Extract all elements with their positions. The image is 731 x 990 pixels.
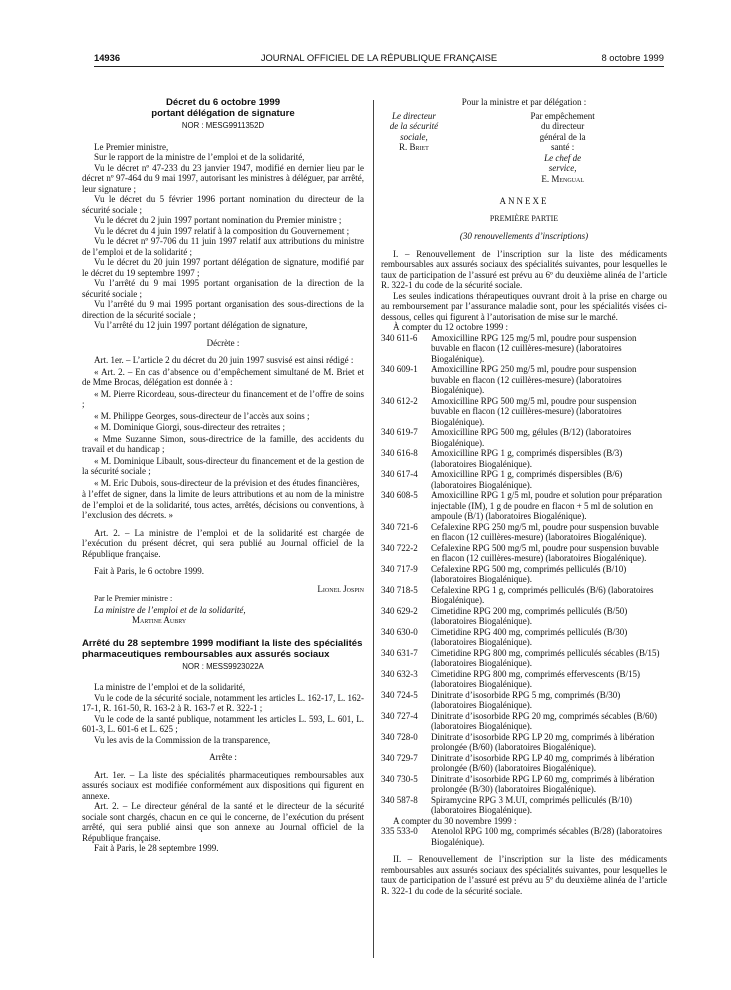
- decret-line: Vu l’arrêté du 12 juin 1997 portant délégation de signature,: [94, 320, 308, 330]
- intro-2: Les seules indications thérapeutiques ouvrant droit à la prise en charge ou au remboursement par l’assurance maladie sont, pour les spécialités visées ci-dessous, celles qui figurent à l’autorisation de mise sur le marché.: [381, 290, 667, 322]
- item-code: 340 728-0: [381, 731, 418, 742]
- list-item: [381, 564, 667, 585]
- sig-right-1: Par empêchement: [530, 110, 595, 121]
- sig-left-2: de la sécurité sociale,: [389, 121, 439, 142]
- renouv-label: (30 renouvellements d’inscriptions): [459, 231, 589, 241]
- arrete-fait: Fait à Paris, le 28 septembre 1999.: [94, 843, 219, 853]
- item-text: Dinitrate d’isosorbide RPG LP 60 mg, comprimés à libération prolongée (B/30) (laboratoires Biogalénique).: [431, 773, 655, 794]
- item-text: Cefalexine RPG 1 g, comprimés pelliculés (B/6) (laboratoires Biogalénique).: [431, 584, 654, 605]
- decret-line: Vu le décret du 5 février 1996 portant nomination du directeur de la sécurité sociale ;: [82, 194, 364, 215]
- item-code: 335 533-0: [381, 826, 418, 836]
- list-item: [381, 826, 667, 847]
- list-item: [381, 606, 667, 627]
- item-text: Spiramycine RPG 3 M.UI, comprimés pelliculés (B/10) (laboratoires Biogalénique).: [431, 794, 632, 815]
- decret-line: Sur le rapport de la ministre de l’emploi et de la solidarité,: [94, 152, 305, 162]
- decret-line: Vu le décret nº 97-706 du 11 juin 1997 relatif aux attributions du ministre de l’emploi et de la solidarité ;: [82, 236, 364, 257]
- item-text: Dinitrate d’isosorbide RPG LP 20 mg, comprimés à libération prolongée (B/60) (laboratoires Biogalénique).: [431, 731, 655, 752]
- decret-line: Vu l’arrêté du 9 mai 1995 portant organisation des sous-directions de la direction de la sécurité sociale ;: [82, 299, 364, 320]
- decret-art1-line: « M. Pierre Ricordeau, sous-directeur du financement et de l’offre de soins ;: [82, 388, 364, 409]
- column-divider: [373, 100, 374, 958]
- item-text: Cefalexine RPG 250 mg/5 ml, poudre pour suspension buvable en flacon (12 cuillères-mesure) (laboratoires Biogalénique).: [431, 521, 659, 542]
- arrete-line: Vu le code de la santé publique, notamment les articles L. 593, L. 601, L. 601-3, L. 601-6 et L. 625 ;: [82, 713, 364, 734]
- item-text: Amoxicilline RPG 500 mg, gélules (B/12) (laboratoires Biogalénique).: [431, 427, 632, 448]
- list-item: [381, 427, 667, 448]
- item-code: 340 717-9: [381, 563, 418, 574]
- list-item: [381, 627, 667, 648]
- decret-art1: Art. 1er. – L’article 2 du décret du 20 juin 1997 susvisé est ainsi rédigé :: [94, 355, 354, 365]
- list-item: [381, 648, 667, 669]
- item-code: 340 721-6: [381, 521, 418, 532]
- signature-block: [381, 111, 667, 185]
- arrete-line: Vu les avis de la Commission de la transparence,: [94, 734, 271, 745]
- decret-signer: Lionel Jospin: [317, 583, 364, 594]
- item-text: Amoxicilline RPG 1 g, comprimés dispersibles (B/3) (laboratoires Biogalénique).: [431, 448, 623, 469]
- item-text: Cimetidine RPG 800 mg, comprimés effervescents (B/15) (laboratoires Biogalénique).: [431, 668, 641, 689]
- intro-II: II. – Renouvellement de l’inscription sur la liste des médicaments remboursables aux assurés sociaux des spécialités suivantes, pour lesquelles le taux de participation de l’assuré est prévu au 5º du deuxième alinéa de l’article R. 322-1 du code de la sécurité sociale.: [381, 854, 667, 896]
- list-item: [381, 333, 667, 365]
- decret-par: Par le Premier ministre :: [94, 594, 173, 603]
- header-rule: [94, 66, 664, 67]
- item-code: 340 587-8: [381, 794, 418, 805]
- decret-art1-line: « Mme Suzanne Simon, sous-directrice de la famille, des accidents du travail et du handicap ;: [82, 433, 364, 454]
- decret-art1-line: « Art. 2. – En cas d’absence ou d’empêchement simultané de M. Briet et de Mme Brocas, délégation est donnée à :: [82, 366, 364, 387]
- arrete-line: Vu le code de la sécurité sociale, notamment les articles L. 162-17, L. 162-17-1, R. 161-50, R. 163-2 à R. 163-7 et R. 322-1 ;: [82, 692, 364, 713]
- delegation-line: Pour la ministre et par délégation :: [461, 97, 587, 107]
- sig-left-1: Le directeur: [391, 110, 436, 121]
- decret-fait: Fait à Paris, le 6 octobre 1999.: [94, 566, 204, 576]
- list-item: [381, 711, 667, 732]
- decret-ministre: La ministre de l’emploi et de la solidarité,: [94, 604, 246, 615]
- list-item: [381, 774, 667, 795]
- item-text: Dinitrate d’isosorbide RPG LP 40 mg, comprimés à libération prolongée (B/60) (laboratoires Biogalénique).: [431, 752, 655, 773]
- item-code: 340 730-5: [381, 773, 418, 784]
- annexe-title: ANNEXE: [499, 196, 549, 206]
- item-text: Atenolol RPG 100 mg, comprimés sécables (B/28) (laboratoires Biogalénique).: [431, 826, 662, 847]
- item-code: 340 609-1: [381, 364, 418, 374]
- list-item: [381, 690, 667, 711]
- arrete-label: Arrête :: [209, 752, 237, 762]
- decrete-label: Décrète :: [206, 337, 240, 348]
- item-code: 340 608-5: [381, 490, 418, 500]
- decret-line: Vu le décret du 2 juin 1997 portant nomination du Premier ministre ;: [94, 215, 342, 225]
- item-code: 340 619-7: [381, 427, 418, 437]
- left-column: [82, 97, 364, 854]
- item-text: Cimetidine RPG 800 mg, comprimés pelliculés sécables (B/15) (laboratoires Biogalénique).: [431, 647, 660, 668]
- decret-nor: NOR : MESG9911352D: [181, 121, 265, 130]
- item-text: Amoxicilline RPG 1 g/5 ml, poudre et solution pour préparation injectable (IM), 1 g de poudre en flacon + 5 ml de solution en ampoule (B/1) (laboratoires Biogalénique).: [431, 490, 662, 521]
- sig-left-3: R. Briet: [399, 142, 429, 152]
- decret-art1-line: « M. Eric Dubois, sous-directeur de la prévision et des études financières,: [94, 477, 360, 488]
- item-code: 340 616-8: [381, 448, 418, 458]
- arrete-art2: Art. 2. – Le directeur général de la santé et le directeur de la sécurité sociale sont chargés, chacun en ce qui le concerne, de l’exécution du présent arrêté, qui sera publié ainsi que son annexe au Journal officiel de la République française.: [82, 801, 364, 843]
- item-text: Amoxicilline RPG 125 mg/5 ml, poudre pour suspension buvable en flacon (12 cuillères-mesure) (laboratoires Biogalénique).: [431, 332, 637, 364]
- decret-art2: Art. 2. – La ministre de l’emploi et de la solidarité est chargée de l’exécution du présent décret, qui sera publié au Journal officiel de la République française.: [82, 527, 364, 559]
- item-code: 340 729-7: [381, 752, 418, 763]
- decret-art1-line: « M. Philippe Georges, sous-directeur de l’accès aux soins ;: [94, 410, 310, 421]
- compter-1: À compter du 12 octobre 1999 :: [393, 322, 508, 332]
- item-code: 340 629-2: [381, 605, 418, 616]
- list-item: [381, 490, 667, 522]
- decret-art1-line: « M. Dominique Giorgi, sous-directeur des retraites ;: [94, 422, 286, 432]
- item-text: Cimetidine RPG 400 mg, comprimés pelliculés (B/30) (laboratoires Biogalénique).: [431, 626, 628, 647]
- list-item: [381, 396, 667, 428]
- item-code: 340 724-5: [381, 689, 418, 700]
- arrete-title: Arrêté du 28 septembre 1999 modifiant la liste des spécialités pharmaceutiques remboursables aux assurés sociaux: [82, 637, 363, 660]
- decret-subtitle: portant délégation de signature: [151, 108, 295, 119]
- decret-line: Vu l’arrêté du 9 mai 1995 portant organisation de la direction de la sécurité sociale ;: [82, 278, 364, 299]
- sig-right-4: E. Mengual: [541, 173, 584, 184]
- list-item: [381, 469, 667, 490]
- item-code: 340 630-0: [381, 626, 418, 637]
- item-code: 340 617-4: [381, 469, 418, 479]
- item-code: 340 722-2: [381, 542, 418, 553]
- item-text: Dinitrate d’isosorbide RPG 5 mg, comprimés (B/30) (laboratoires Biogalénique).: [431, 689, 621, 710]
- item-text: Amoxicilline RPG 250 mg/5 ml, poudre pour suspension buvable en flacon (12 cuillères-mesure) (laboratoires Biogalénique).: [431, 364, 637, 395]
- right-column: [381, 97, 667, 896]
- issue-date: 8 octobre 1999: [601, 52, 664, 63]
- decret-art1-end: à l’effet de signer, dans la limite de leurs attributions et au nom de la ministre de l’emploi et de la solidarité, tous actes, arrêtés, décisions ou conventions, à l’exclusion des décrets. »: [82, 489, 364, 520]
- decret-title: Décret du 6 octobre 1999: [165, 97, 281, 108]
- list-item: [381, 585, 667, 606]
- decret-line: Vu le décret du 20 juin 1997 portant délégation de signature, modifié par le décret du 19 septembre 1997 ;: [82, 257, 364, 278]
- item-text: Amoxicilline RPG 1 g, comprimés dispersibles (B/6) (laboratoires Biogalénique).: [431, 469, 623, 490]
- decret-line: Vu le décret nº 47-233 du 23 janvier 1947, modifié en dernier lieu par le décret nº 97-464 du 9 mai 1997, autorisant les ministres à déléguer, par arrêté, leur signature ;: [82, 162, 364, 194]
- decret-art1-line: « M. Dominique Libault, sous-directeur du financement et de la gestion de la sécurité sociale ;: [82, 455, 364, 476]
- list-item: [381, 753, 667, 774]
- page-number: 14936: [94, 52, 121, 63]
- item-code: 340 632-3: [381, 668, 418, 679]
- list-item: [381, 364, 667, 396]
- item-text: Cefalexine RPG 500 mg, comprimés pelliculés (B/10) (laboratoires Biogalénique).: [431, 563, 627, 584]
- list-item: [381, 522, 667, 543]
- list-item: [381, 795, 667, 816]
- decret-ministre-name: Martine Aubry: [132, 615, 187, 625]
- intro-1: I. – Renouvellement de l’inscription sur la liste des médicaments remboursables aux assurés sociaux des spécialités suivantes, pour lesquelles le taux de participation de l’assuré est prévu au 6º du deuxième alinéa de l’article R. 322-1 du code de la sécurité sociale.: [381, 248, 667, 290]
- list-item: [381, 669, 667, 690]
- item-text: Amoxicilline RPG 500 mg/5 ml, poudre pour suspension buvable en flacon (12 cuillères-mesure) (laboratoires Biogalénique).: [431, 395, 637, 427]
- specialites-list-2: [381, 826, 667, 847]
- decret-line: Vu le décret du 4 juin 1997 relatif à la composition du Gouvernement ;: [94, 225, 350, 236]
- item-text: Dinitrate d’isosorbide RPG 20 mg, comprimés sécables (B/60) (laboratoires Biogalénique).: [431, 710, 657, 731]
- item-text: Cimetidine RPG 200 mg, comprimés pelliculés (B/50) (laboratoires Biogalénique).: [431, 605, 628, 626]
- item-code: 340 612-2: [381, 395, 418, 406]
- partie-title: PREMIÈRE PARTIE: [489, 213, 559, 223]
- journal-title: JOURNAL OFFICIEL DE LA RÉPUBLIQUE FRANÇAISE: [260, 52, 498, 63]
- item-code: 340 727-4: [381, 710, 418, 721]
- arrete-nor: NOR : MESS9923022A: [182, 661, 264, 671]
- arrete-art1: Art. 1er. – La liste des spécialités pharmaceutiques remboursables aux assurés sociaux est modifiée conformément aux dispositions qui figurent en annexe.: [82, 769, 364, 801]
- compter-2: A compter du 30 novembre 1999 :: [393, 815, 517, 826]
- decret-line: Le Premier ministre,: [94, 141, 169, 152]
- item-code: 340 631-7: [381, 647, 418, 658]
- sig-right-3: Le chef de service,: [544, 152, 582, 173]
- item-code: 340 611-6: [381, 332, 418, 343]
- list-item: [381, 448, 667, 469]
- specialites-list: [381, 333, 667, 816]
- item-text: Cefalexine RPG 500 mg/5 ml, poudre pour suspension buvable en flacon (12 cuillères-mesure) (laboratoires Biogalénique).: [431, 542, 659, 563]
- sig-right-2: du directeur général de la santé :: [539, 121, 586, 152]
- list-item: [381, 543, 667, 564]
- arrete-line: La ministre de l’emploi et de la solidarité,: [94, 682, 245, 692]
- item-code: 340 718-5: [381, 584, 418, 595]
- list-item: [381, 732, 667, 753]
